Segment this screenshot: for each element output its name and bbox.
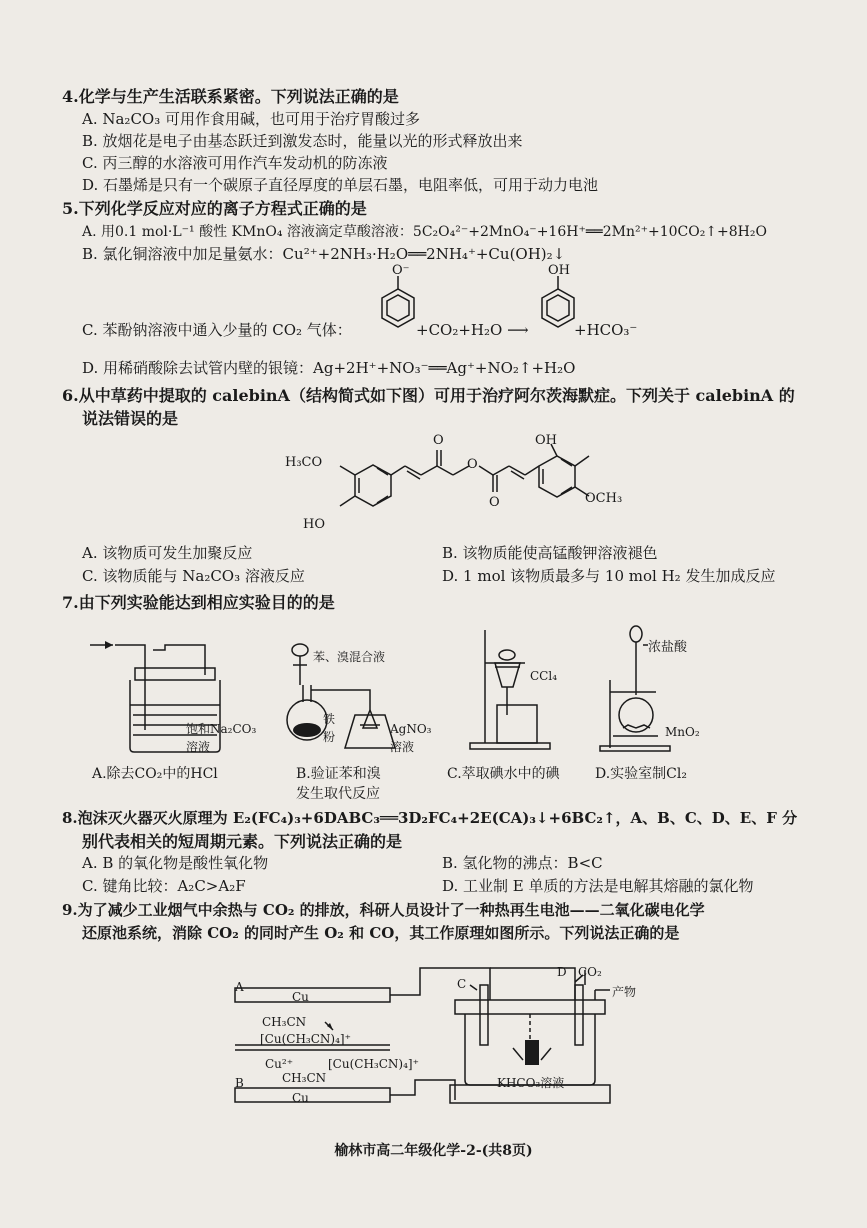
- q9-label-ch3cn2: CH₃CN: [282, 1071, 327, 1085]
- q4-option-a: A. Na₂CO₃ 可用作食用碱，也可用于治疗胃酸过多: [82, 110, 421, 128]
- page-footer: 榆林市高二年级化学-2-(共8页): [334, 1143, 533, 1159]
- phenoxide-o-label: O⁻: [392, 263, 410, 278]
- label-a-sol2: 溶液: [186, 740, 211, 754]
- phenol-structure: [522, 263, 582, 340]
- q9-label-complex1: [Cu(CH₃CN)₄]⁺: [260, 1032, 351, 1046]
- q8-stem-line1: 8.泡沫灭火器灭火原理为 E₂(FC₄)₃+6DABC₃══3D₂FC₄+2E(CA)₃↓+6BC₂↑，A、B、C、D、E、F 分: [62, 809, 798, 827]
- label-b-mix: 苯、溴混合液: [313, 650, 386, 664]
- q9-label-cu1: Cu: [292, 990, 309, 1004]
- q5-option-c-prefix: C. 苯酚钠溶液中通入少量的 CO₂ 气体：: [82, 321, 352, 339]
- label-b-fe2: 粉: [323, 730, 336, 744]
- ho-left-label: HO: [303, 517, 325, 532]
- q5-option-c-mid: +CO₂+H₂O ⟶: [416, 321, 529, 339]
- q7-caption-a: A.除去CO₂中的HCl: [92, 766, 218, 782]
- q5-option-a: A. 用0.1 mol·L⁻¹ 酸性 KMnO₄ 溶液滴定草酸溶液：5C₂O₄²⁻+2MnO₄⁻+16H⁺══2Mn²⁺+10CO₂↑+8H₂O: [82, 224, 767, 240]
- label-b-fe1: 铁: [323, 712, 336, 726]
- q9-stem-line2: 还原池系统，消除 CO₂ 的同时产生 O₂ 和 CO，其工作原理如图所示。下列说法正确的是: [82, 924, 680, 942]
- q6-stem-line1: 6.从中草药中提取的 calebinA（结构简式如下图）可用于治疗阿尔茨海默症。下列关于 calebinA 的: [62, 386, 795, 405]
- q5-option-b: B. 氯化铜溶液中加足量氨水：Cu²⁺+2NH₃·H₂O══2NH₄⁺+Cu(OH)₂↓: [82, 245, 566, 263]
- q4-option-d: D. 石墨烯是只有一个碳原子直径厚度的单层石墨，电阻率低，可用于动力电池: [82, 176, 599, 194]
- calebina-structure: [285, 430, 785, 540]
- oh-right-label: OH: [535, 433, 557, 448]
- q4-option-b: B. 放烟花是电子由基态跃迁到激发态时，能量以光的形式释放出来: [82, 132, 523, 150]
- q4-stem: 4.化学与生产生活联系紧密。下列说法正确的是: [62, 87, 399, 106]
- q9-label-khco3: KHCO₃溶液: [497, 1076, 565, 1090]
- q6-option-b: B. 该物质能使高锰酸钾溶液褪色: [442, 544, 658, 562]
- label-b-ag2: 溶液: [390, 740, 415, 754]
- q9-stem-line1: 9.为了减少工业烟气中余热与 CO₂ 的排放，科研人员设计了一种热再生电池——二氧化碳电化学: [62, 901, 705, 919]
- h3co-label: H₃CO: [285, 455, 323, 470]
- q7-caption-c: C.萃取碘水中的碘: [447, 766, 560, 782]
- q6-stem-line2: 说法错误的是: [82, 409, 179, 428]
- q7-caption-d: D.实验室制Cl₂: [595, 766, 687, 782]
- q9-label-a: A: [235, 980, 244, 994]
- label-d-mno2: MnO₂: [665, 725, 700, 739]
- q9-label-product: 产物: [612, 985, 637, 999]
- label-d-hcl: 浓盐酸: [648, 640, 688, 655]
- carbonyl-o-label: O: [489, 495, 500, 510]
- q9-label-complex2: [Cu(CH₃CN)₄]⁺: [328, 1057, 419, 1071]
- label-b-ag1: AgNO₃: [390, 722, 432, 736]
- q9-label-co2: CO₂: [578, 965, 602, 979]
- q9-label-c: C: [457, 977, 467, 991]
- phenol-oh-label: OH: [548, 263, 570, 278]
- label-c-ccl4: CCl₄: [530, 669, 558, 683]
- q9-label-b: B: [235, 1076, 244, 1090]
- q5-option-d: D. 用稀硝酸除去试管内壁的银镜：Ag+2H⁺+NO₃⁻══Ag⁺+NO₂↑+H₂O: [82, 359, 576, 377]
- ester-o-label: O: [467, 457, 478, 472]
- och3-label: OCH₃: [585, 491, 623, 506]
- q8-option-b: B. 氢化物的沸点：B<C: [442, 854, 603, 872]
- q6-option-c: C. 该物质能与 Na₂CO₃ 溶液反应: [82, 567, 305, 585]
- q7-stem: 7.由下列实验能达到相应实验目的的是: [62, 593, 335, 612]
- q8-stem-line2: 别代表相关的短周期元素。下列说法正确的是: [82, 832, 403, 851]
- label-a-sol1: 饱和Na₂CO₃: [186, 722, 257, 736]
- q7-caption-b1: B.验证苯和溴: [296, 766, 381, 782]
- q8-option-c: C. 键角比较：A₂C>A₂F: [82, 877, 246, 895]
- phenoxide-structure: [362, 263, 422, 340]
- q9-label-cu2: Cu: [292, 1091, 309, 1105]
- q6-option-d: D. 1 mol 该物质最多与 10 mol H₂ 发生加成反应: [442, 567, 776, 585]
- q5-stem: 5.下列化学反应对应的离子方程式正确的是: [62, 199, 367, 218]
- q9-label-cu2p: Cu²⁺: [265, 1057, 294, 1071]
- q9-label-d: D: [557, 965, 567, 979]
- q8-option-a: A. B 的氧化物是酸性氧化物: [82, 854, 269, 872]
- apparatus-a-wash-bottle: [85, 630, 245, 760]
- q6-option-a: A. 该物质可发生加聚反应: [82, 544, 253, 562]
- q4-option-c: C. 丙三醇的水溶液可用作汽车发动机的防冻液: [82, 154, 388, 172]
- q7-caption-b2: 发生取代反应: [296, 786, 380, 802]
- apparatus-c-separatory: [465, 625, 575, 755]
- q9-label-ch3cn1: CH₃CN: [262, 1015, 307, 1029]
- q5-option-c-suffix: +HCO₃⁻: [574, 321, 638, 339]
- q8-option-d: D. 工业制 E 单质的方法是电解其熔融的氯化物: [442, 877, 754, 895]
- ketone-o-label: O: [433, 433, 444, 448]
